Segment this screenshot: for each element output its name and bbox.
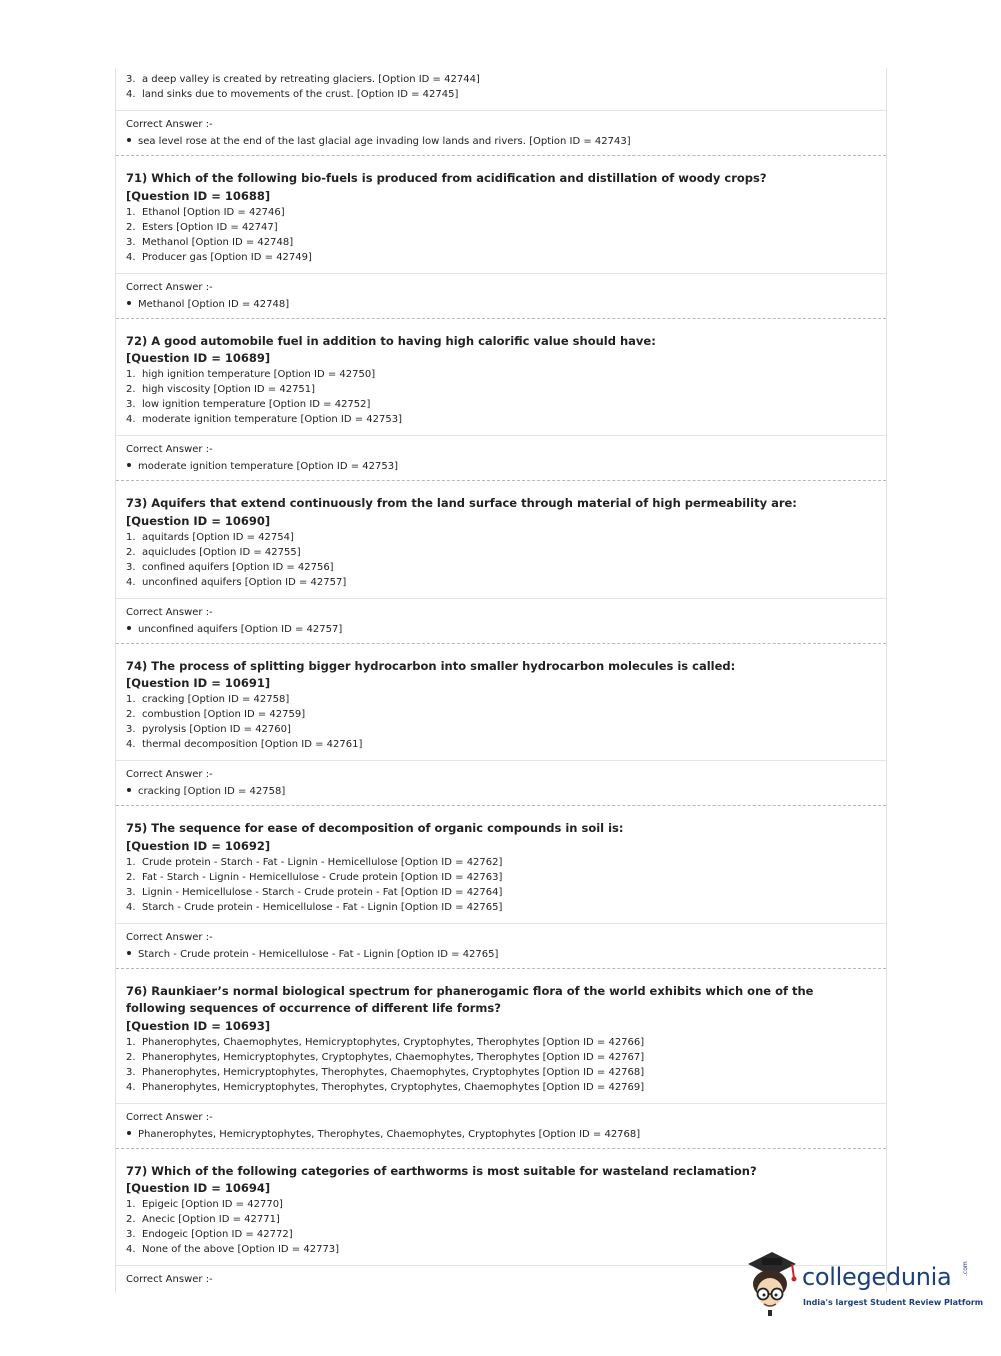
correct-answer: cracking [Option ID = 42758] — [126, 784, 876, 799]
option-item: 2. Fat - Starch - Lignin - Hemicellulose - Crude protein [Option ID = 42763] — [126, 871, 503, 883]
option-item: 4. thermal decomposition [Option ID = 42761] — [126, 739, 363, 750]
bullet-icon — [127, 138, 131, 142]
question-title: 72) A good automobile fuel in addition to having high calorific value should have: — [126, 333, 656, 348]
divider — [116, 598, 886, 599]
option-item: 3. a deep valley is created by retreating glaciers. [Option ID = 42744] — [126, 74, 480, 85]
options-list — [126, 1035, 876, 1095]
option-item: 2. Phanerophytes, Hemicryptophytes, Cryptophytes, Chaemophytes, Therophytes [Option ID = 42767] — [126, 1051, 645, 1063]
answer-label: Correct Answer :- — [126, 1274, 213, 1285]
divider — [116, 1103, 886, 1104]
correct-answer: Methanol [Option ID = 42748] — [126, 297, 876, 312]
question-76 — [116, 983, 886, 1095]
answer-label: Correct Answer :- — [126, 1111, 213, 1123]
option-item: 4. land sinks due to movements of the crust. [Option ID = 42745] — [126, 89, 459, 100]
answer-section — [116, 117, 886, 149]
options-list — [126, 855, 876, 915]
question-title: 74) The process of splitting bigger hydrocarbon into smaller hydrocarbon molecules is called: — [126, 658, 736, 673]
question-divider — [116, 480, 886, 481]
bullet-icon — [127, 626, 131, 630]
answer-label: Correct Answer :- — [126, 444, 213, 455]
bullet-icon — [127, 463, 131, 467]
answer-section — [116, 605, 886, 637]
options-list — [126, 1197, 876, 1257]
option-item: 3. Methanol [Option ID = 42748] — [126, 236, 294, 248]
question-divider — [116, 1148, 886, 1149]
question-divider — [116, 155, 886, 156]
option-item: 3. Lignin - Hemicellulose - Starch - Crude protein - Fat [Option ID = 42764] — [126, 886, 503, 898]
option-item: 2. high viscosity [Option ID = 42751] — [126, 384, 316, 395]
question-divider — [116, 643, 886, 644]
collegedunia-logo — [742, 1250, 984, 1320]
options-list — [126, 530, 876, 590]
option-item: 3. Endogeic [Option ID = 42772] — [126, 1229, 293, 1240]
option-item: 4. Producer gas [Option ID = 42749] — [126, 251, 312, 263]
answer-label: Correct Answer :- — [126, 606, 213, 618]
answer-section — [116, 280, 886, 312]
option-item: 4. Phanerophytes, Hemicryptophytes, Therophytes, Cryptophytes, Chaemophytes [Option ID = 42769] — [126, 1081, 645, 1093]
question-72 — [116, 333, 886, 428]
answer-label: Correct Answer :- — [126, 769, 213, 780]
option-item: 3. pyrolysis [Option ID = 42760] — [126, 724, 291, 735]
mascot-icon — [742, 1250, 802, 1316]
question-id: [Question ID = 10693] — [126, 1018, 271, 1033]
option-item: 3. Phanerophytes, Hemicryptophytes, Therophytes, Chaemophytes, Cryptophytes [Option ID = 42768] — [126, 1066, 645, 1078]
option-item: 2. Esters [Option ID = 42747] — [126, 221, 278, 233]
question-id: [Question ID = 10689] — [126, 351, 271, 365]
brand-suffix: .com — [962, 1261, 969, 1276]
question-title: 73) Aquifers that extend continuously from the land surface through material of high permeability are: — [126, 496, 797, 510]
option-item: 1. high ignition temperature [Option ID = 42750] — [126, 369, 376, 380]
question-77 — [116, 1163, 886, 1258]
question-title: 76) Raunkiaer’s normal biological spectrum for phanerogamic flora of the world exhibits which one of the following sequences of occurrence of different life forms? — [126, 983, 814, 1015]
divider — [116, 923, 886, 924]
question-75 — [116, 820, 886, 915]
options-list — [126, 367, 876, 427]
bullet-icon — [127, 951, 131, 955]
option-item: 4. unconfined aquifers [Option ID = 42757] — [126, 576, 347, 588]
answer-section — [116, 767, 886, 799]
option-item: 1. aquitards [Option ID = 42754] — [126, 531, 294, 543]
option-item: 1. Epigeic [Option ID = 42770] — [126, 1199, 283, 1210]
correct-answer: moderate ignition temperature [Option ID = 42753] — [126, 459, 876, 474]
exam-page — [115, 68, 887, 1293]
question-id: [Question ID = 10688] — [126, 188, 271, 203]
option-item: 1. Crude protein - Starch - Fat - Lignin - Hemicellulose [Option ID = 42762] — [126, 856, 503, 868]
options-list — [126, 692, 876, 752]
question-title: 77) Which of the following categories of earthworms is most suitable for wasteland reclamation? — [126, 1163, 757, 1178]
option-item: 1. Ethanol [Option ID = 42746] — [126, 206, 285, 218]
question-title: 75) The sequence for ease of decomposition of organic compounds in soil is: — [126, 821, 624, 835]
correct-answer: sea level rose at the end of the last glacial age invading low lands and rivers. [Option ID = 42743] — [126, 134, 876, 149]
question-id: [Question ID = 10694] — [126, 1181, 271, 1195]
question-id: [Question ID = 10691] — [126, 676, 271, 690]
correct-answer: Phanerophytes, Hemicryptophytes, Therophytes, Chaemophytes, Cryptophytes [Option ID = 42768] — [126, 1127, 876, 1142]
correct-answer: unconfined aquifers [Option ID = 42757] — [126, 622, 876, 637]
answer-label: Correct Answer :- — [126, 119, 213, 130]
option-item: 2. combustion [Option ID = 42759] — [126, 709, 306, 720]
answer-section — [116, 1110, 886, 1142]
divider — [116, 110, 886, 111]
correct-answer: Starch - Crude protein - Hemicellulose - Fat - Lignin [Option ID = 42765] — [126, 947, 876, 962]
options-list — [126, 72, 876, 102]
answer-label: Correct Answer :- — [126, 931, 213, 943]
answer-section — [116, 930, 886, 962]
option-item: 4. None of the above [Option ID = 42773] — [126, 1244, 340, 1255]
option-item: 4. moderate ignition temperature [Option ID = 42753] — [126, 414, 403, 425]
question-70-tail — [116, 68, 886, 102]
question-73 — [116, 495, 886, 590]
question-id: [Question ID = 10692] — [126, 838, 271, 853]
options-list — [126, 205, 876, 265]
brand-tagline: India's largest Student Review Platform — [803, 1298, 984, 1307]
question-divider — [116, 805, 886, 806]
question-id: [Question ID = 10690] — [126, 513, 271, 528]
option-item: 4. Starch - Crude protein - Hemicellulose - Fat - Lignin [Option ID = 42765] — [126, 901, 503, 913]
option-item: 2. aquicludes [Option ID = 42755] — [126, 546, 301, 558]
brand-name: collegedunia — [802, 1263, 952, 1291]
bullet-icon — [127, 788, 131, 792]
option-item: 1. Phanerophytes, Chaemophytes, Hemicryptophytes, Cryptophytes, Therophytes [Option ID = 42766] — [126, 1036, 645, 1048]
answer-label: Correct Answer :- — [126, 281, 213, 293]
divider — [116, 435, 886, 436]
question-divider — [116, 968, 886, 969]
bullet-icon — [127, 1131, 131, 1135]
option-item: 3. confined aquifers [Option ID = 42756] — [126, 561, 334, 573]
option-item: 1. cracking [Option ID = 42758] — [126, 694, 290, 705]
option-item: 2. Anecic [Option ID = 42771] — [126, 1214, 280, 1225]
divider — [116, 273, 886, 274]
option-item: 3. low ignition temperature [Option ID = 42752] — [126, 399, 371, 410]
question-divider — [116, 318, 886, 319]
answer-section — [116, 442, 886, 474]
question-title: 71) Which of the following bio-fuels is produced from acidification and distillation of woody crops? — [126, 171, 767, 185]
question-74 — [116, 658, 886, 753]
question-71 — [116, 170, 886, 265]
bullet-icon — [127, 301, 131, 305]
divider — [116, 760, 886, 761]
